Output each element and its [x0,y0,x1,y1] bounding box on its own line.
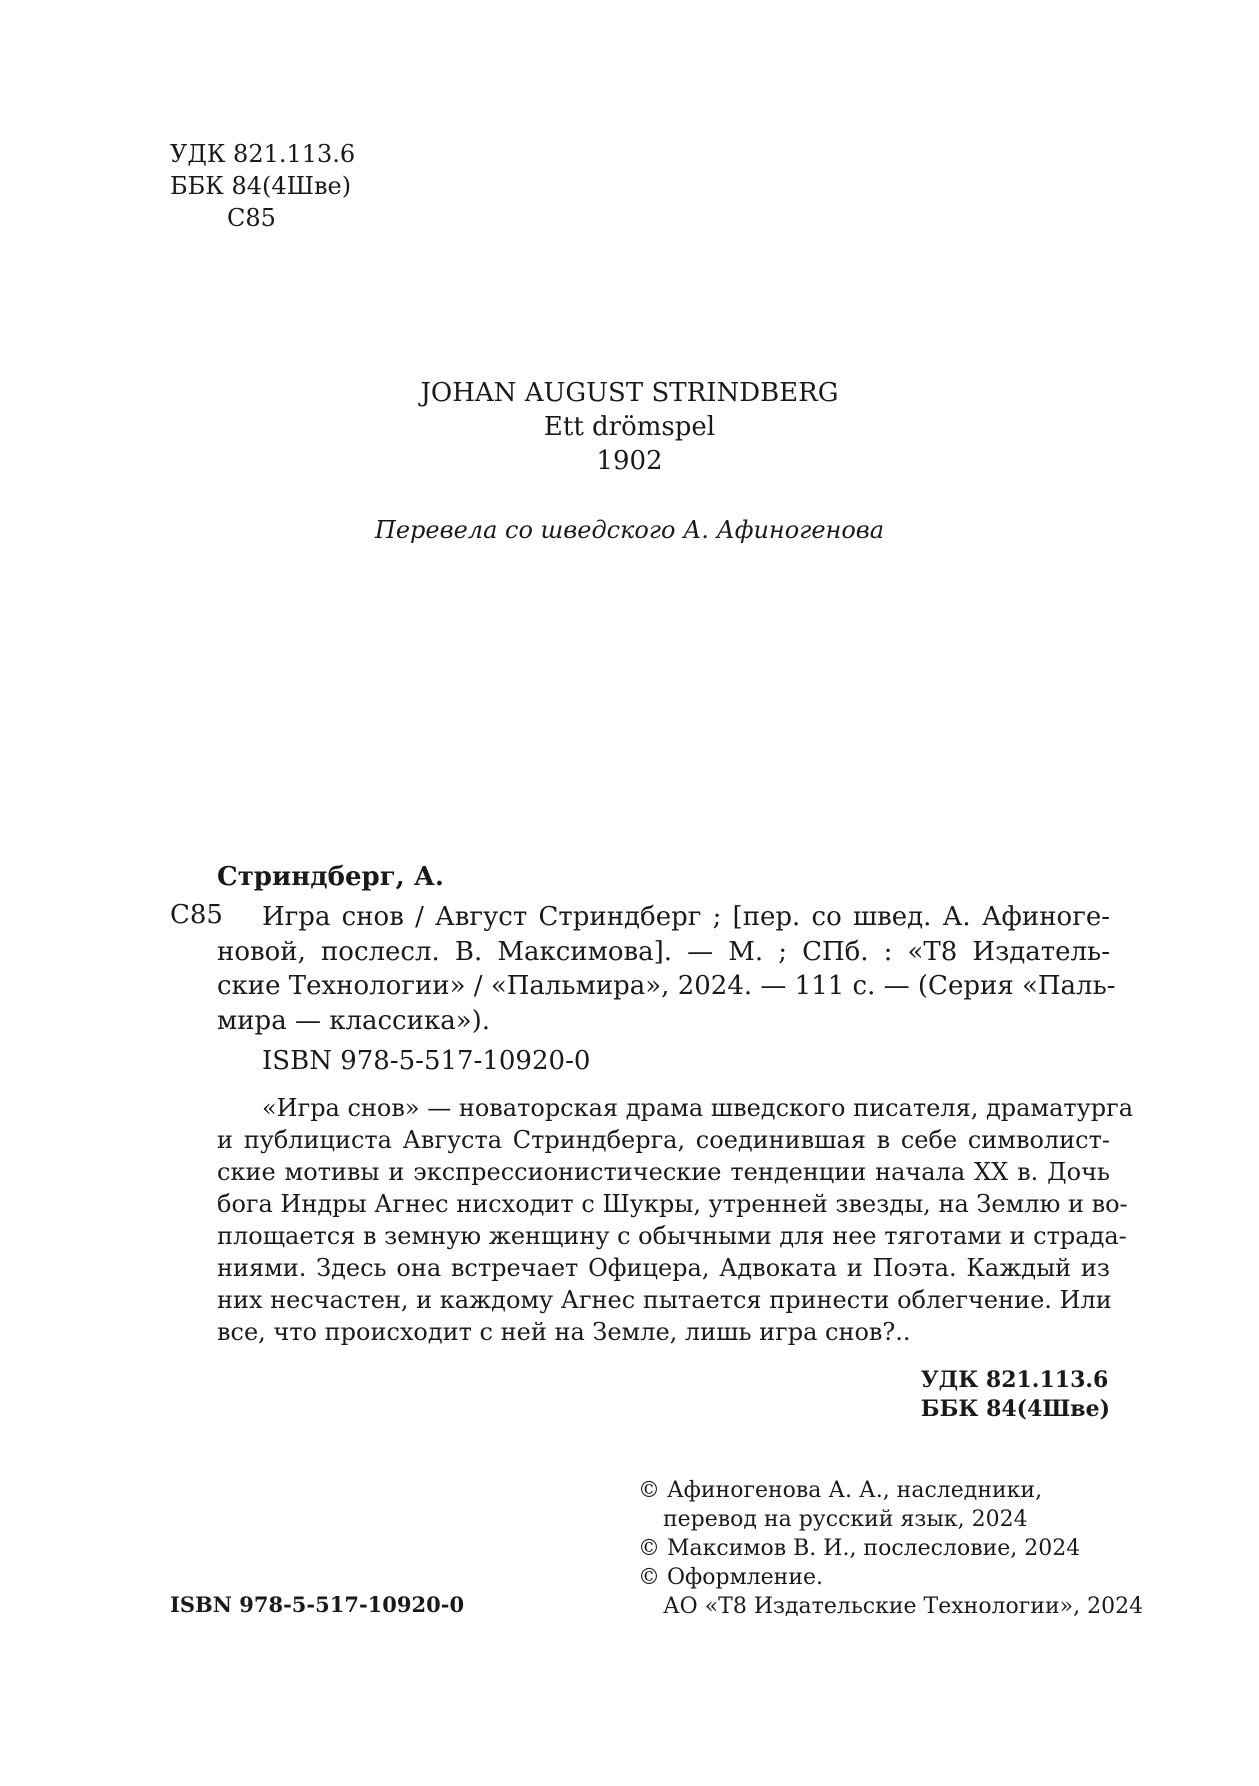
description-line: Игра снов / Август Стриндберг ; [пер. со швед. А. Афиноге- [262,902,1110,932]
catalog-author-heading: Стриндберг, А. [217,862,444,892]
annotation-line: площается в земную женщину с обычными для нее тяготами и страда- [217,1222,1127,1250]
author-mark: С85 [227,204,276,232]
original-author: JOHAN AUGUST STRINDBERG [420,378,839,408]
copyright-line: © Афиногенова А. А., наследники, [638,1478,1043,1503]
description-line: новой, послесл. В. Максимова]. — М. ; СПб. : «Т8 Издатель- [217,936,1110,967]
annotation-line: них несчастен, и каждому Агнес пытается принести облегчение. Или [217,1286,1112,1314]
copyright-line: © Максимов В. И., послесловие, 2024 [638,1536,1081,1561]
copyright-line: © Оформление. [638,1565,824,1590]
copyright-line: перевод на русский язык, 2024 [663,1507,1028,1532]
catalog-isbn: ISBN 978-5-517-10920-0 [262,1046,591,1076]
isbn-bottom: ISBN 978-5-517-10920-0 [170,1592,465,1617]
description-line: ские Технологии» / «Пальмира», 2024. — 111 с. — (Серия «Паль- [217,971,1116,1001]
annotation-line: и публициста Августа Стриндберга, соединившая в себе символист- [217,1126,1110,1154]
classification-block [170,138,355,234]
annotation [217,1092,1134,1348]
copyright-block [638,1476,1143,1621]
catalog-description [217,900,1116,1038]
original-year: 1902 [596,446,663,476]
bbk-code: ББК 84(4Шве) [170,172,352,200]
annotation-line: ские мотивы и экспрессионистические тенденции начала XX в. Дочь [217,1158,1110,1186]
annotation-line: ниями. Здесь она встречает Офицера, Адвоката и Поэта. Каждый из [217,1254,1110,1282]
annotation-line: все, что происходит с ней на Земле, лишь игра снов?.. [217,1318,911,1346]
udk-code: УДК 821.113.6 [170,140,356,168]
catalog-classification [921,1366,1110,1424]
original-title: Ett drömspel [543,412,716,442]
catalog-author-mark: С85 [170,900,223,930]
translator-note: Перевела со шведского А. Афиногенова [374,516,885,544]
copyright-line: АО «Т8 Издательские Технологии», 2024 [663,1594,1144,1619]
annotation-line: бога Индры Агнес нисходит с Шукры, утренней звезды, на Землю и во- [217,1190,1128,1218]
original-title-block [0,376,1259,478]
annotation-line: «Игра снов» — новаторская драма шведского писателя, драматурга [262,1094,1134,1122]
catalog-udk: УДК 821.113.6 [920,1367,1109,1393]
catalog-bbk: ББК 84(4Шве) [920,1396,1110,1422]
description-line: мира — классика»). [217,1005,491,1036]
